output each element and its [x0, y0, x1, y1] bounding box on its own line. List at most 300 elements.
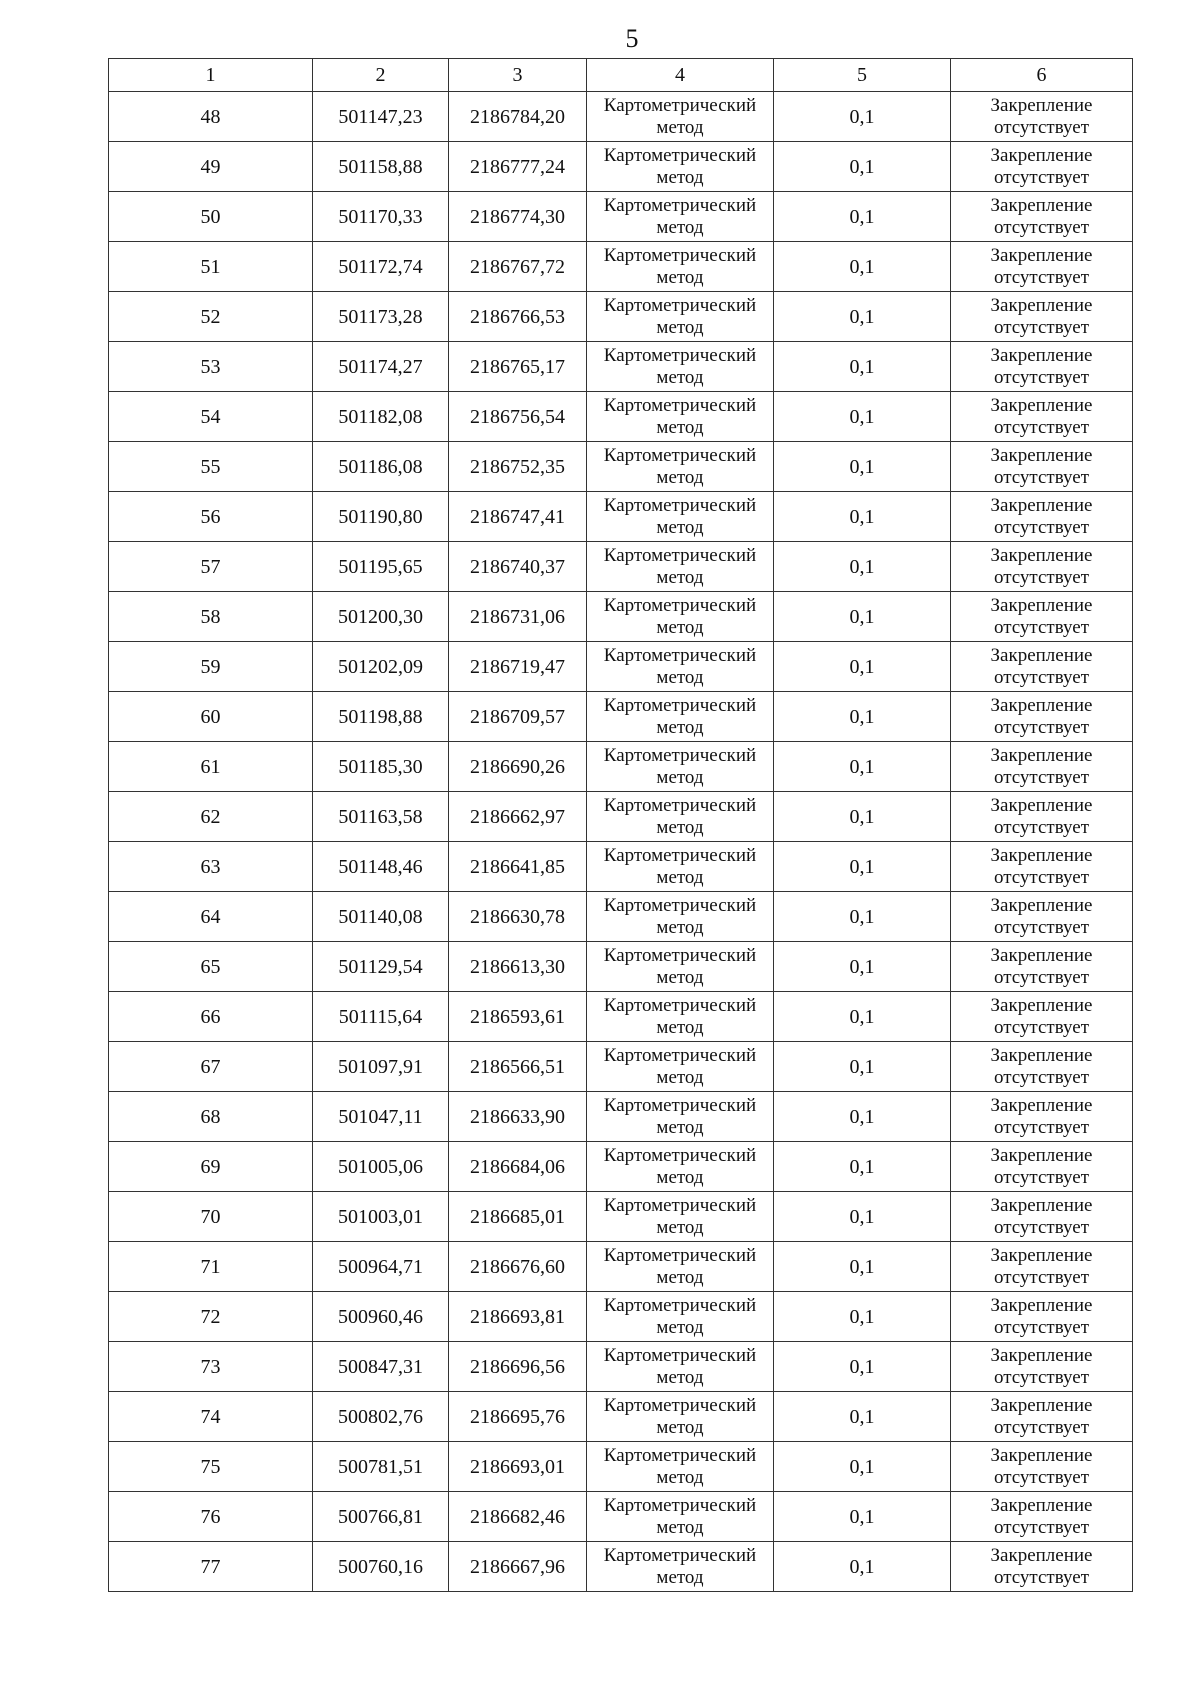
method-line-1: Картометрический: [603, 694, 757, 716]
method-line-2: метод: [656, 966, 704, 988]
method-line-1: Картометрический: [603, 1194, 757, 1216]
method-line-1: Картометрический: [603, 644, 757, 666]
method-line-2: метод: [656, 1216, 704, 1238]
method-line-2: метод: [656, 1066, 704, 1088]
method-cell: [587, 692, 774, 742]
fixing-line-2: отсутствует: [993, 866, 1090, 888]
fixing-line-2: отсутствует: [993, 1216, 1090, 1238]
fixing-line-2: отсутствует: [993, 666, 1090, 688]
x-coordinate-cell: 501097,91: [313, 1042, 449, 1092]
method-cell: [587, 642, 774, 692]
x-coordinate-cell: 500960,46: [313, 1292, 449, 1342]
x-coordinate-cell: 500964,71: [313, 1242, 449, 1292]
y-coordinate-cell: 2186731,06: [449, 592, 587, 642]
fixing-cell: [951, 92, 1133, 142]
y-coordinate-cell: 2186767,72: [449, 242, 587, 292]
table-row: [109, 1192, 1133, 1242]
method-line-2: метод: [656, 1566, 704, 1588]
x-coordinate-cell: 501198,88: [313, 692, 449, 742]
fixing-line-2: отсутствует: [993, 566, 1090, 588]
table-row: [109, 392, 1133, 442]
fixing-line-2: отсутствует: [993, 1316, 1090, 1338]
x-coordinate-cell: 501182,08: [313, 392, 449, 442]
fixing-cell: [951, 442, 1133, 492]
method-cell: [587, 292, 774, 342]
method-cell: [587, 792, 774, 842]
fixing-line-2: отсутствует: [993, 516, 1090, 538]
table-row: [109, 1542, 1133, 1592]
y-coordinate-cell: 2186685,01: [449, 1192, 587, 1242]
method-cell: [587, 842, 774, 892]
method-line-2: метод: [656, 516, 704, 538]
table-row: [109, 692, 1133, 742]
fixing-line-2: отсутствует: [993, 1116, 1090, 1138]
fixing-cell: [951, 992, 1133, 1042]
fixing-line-1: Закрепление: [990, 94, 1093, 116]
header-col-1: 1: [109, 59, 313, 92]
fixing-line-1: Закрепление: [990, 1344, 1093, 1366]
table-row: [109, 542, 1133, 592]
table-row: [109, 242, 1133, 292]
point-number-cell: 55: [109, 442, 313, 492]
fixing-cell: [951, 742, 1133, 792]
method-cell: [587, 1242, 774, 1292]
point-number-cell: 59: [109, 642, 313, 692]
fixing-cell: [951, 242, 1133, 292]
fixing-cell: [951, 192, 1133, 242]
fixing-cell: [951, 1342, 1133, 1392]
method-line-1: Картометрический: [603, 844, 757, 866]
fixing-cell: [951, 842, 1133, 892]
point-number-cell: 52: [109, 292, 313, 342]
method-cell: [587, 342, 774, 392]
y-coordinate-cell: 2186696,56: [449, 1342, 587, 1392]
fixing-line-1: Закрепление: [990, 294, 1093, 316]
table-row: [109, 1342, 1133, 1392]
method-line-1: Картометрический: [603, 394, 757, 416]
fixing-line-2: отсутствует: [993, 466, 1090, 488]
point-number-cell: 50: [109, 192, 313, 242]
y-coordinate-cell: 2186633,90: [449, 1092, 587, 1142]
fixing-line-1: Закрепление: [990, 394, 1093, 416]
fixing-line-2: отсутствует: [993, 1266, 1090, 1288]
method-cell: [587, 1142, 774, 1192]
method-line-1: Картометрический: [603, 944, 757, 966]
fixing-cell: [951, 592, 1133, 642]
fixing-cell: [951, 492, 1133, 542]
x-coordinate-cell: 501174,27: [313, 342, 449, 392]
method-cell: [587, 92, 774, 142]
method-line-2: метод: [656, 666, 704, 688]
fixing-line-2: отсутствует: [993, 1566, 1090, 1588]
y-coordinate-cell: 2186676,60: [449, 1242, 587, 1292]
fixing-cell: [951, 892, 1133, 942]
fixing-line-1: Закрепление: [990, 244, 1093, 266]
method-line-1: Картометрический: [603, 1494, 757, 1516]
method-cell: [587, 1192, 774, 1242]
table-row: [109, 742, 1133, 792]
table-header: [109, 59, 1133, 92]
method-line-1: Картометрический: [603, 344, 757, 366]
y-coordinate-cell: 2186719,47: [449, 642, 587, 692]
fixing-cell: [951, 542, 1133, 592]
accuracy-cell: 0,1: [774, 242, 951, 292]
accuracy-cell: 0,1: [774, 1392, 951, 1442]
fixing-line-1: Закрепление: [990, 1244, 1093, 1266]
fixing-cell: [951, 792, 1133, 842]
method-cell: [587, 892, 774, 942]
accuracy-cell: 0,1: [774, 192, 951, 242]
y-coordinate-cell: 2186752,35: [449, 442, 587, 492]
fixing-cell: [951, 692, 1133, 742]
accuracy-cell: 0,1: [774, 792, 951, 842]
x-coordinate-cell: 501173,28: [313, 292, 449, 342]
accuracy-cell: 0,1: [774, 642, 951, 692]
y-coordinate-cell: 2186684,06: [449, 1142, 587, 1192]
x-coordinate-cell: 501047,11: [313, 1092, 449, 1142]
accuracy-cell: 0,1: [774, 442, 951, 492]
table-body: [109, 92, 1133, 1592]
x-coordinate-cell: 501190,80: [313, 492, 449, 542]
accuracy-cell: 0,1: [774, 1192, 951, 1242]
method-cell: [587, 1092, 774, 1142]
fixing-cell: [951, 1192, 1133, 1242]
method-line-2: метод: [656, 616, 704, 638]
fixing-line-1: Закрепление: [990, 994, 1093, 1016]
fixing-line-1: Закрепление: [990, 444, 1093, 466]
method-line-1: Картометрический: [603, 1544, 757, 1566]
fixing-line-1: Закрепление: [990, 944, 1093, 966]
fixing-line-1: Закрепление: [990, 144, 1093, 166]
fixing-cell: [951, 1092, 1133, 1142]
method-line-1: Картометрический: [603, 1344, 757, 1366]
point-number-cell: 51: [109, 242, 313, 292]
method-line-1: Картометрический: [603, 544, 757, 566]
accuracy-cell: 0,1: [774, 1442, 951, 1492]
table-row: [109, 1142, 1133, 1192]
accuracy-cell: 0,1: [774, 1542, 951, 1592]
fixing-line-1: Закрепление: [990, 894, 1093, 916]
fixing-line-2: отсутствует: [993, 916, 1090, 938]
point-number-cell: 68: [109, 1092, 313, 1142]
point-number-cell: 57: [109, 542, 313, 592]
method-line-2: метод: [656, 116, 704, 138]
method-line-2: метод: [656, 266, 704, 288]
accuracy-cell: 0,1: [774, 942, 951, 992]
fixing-line-2: отсутствует: [993, 766, 1090, 788]
fixing-line-2: отсутствует: [993, 1366, 1090, 1388]
y-coordinate-cell: 2186630,78: [449, 892, 587, 942]
method-line-2: метод: [656, 316, 704, 338]
method-cell: [587, 1292, 774, 1342]
fixing-line-2: отсутствует: [993, 1016, 1090, 1038]
method-line-2: метод: [656, 1466, 704, 1488]
x-coordinate-cell: 501202,09: [313, 642, 449, 692]
y-coordinate-cell: 2186693,01: [449, 1442, 587, 1492]
method-line-1: Картометрический: [603, 744, 757, 766]
fixing-line-2: отсутствует: [993, 1166, 1090, 1188]
fixing-line-2: отсутствует: [993, 816, 1090, 838]
point-number-cell: 70: [109, 1192, 313, 1242]
coordinates-table: [108, 58, 1133, 1592]
fixing-cell: [951, 292, 1133, 342]
method-cell: [587, 192, 774, 242]
y-coordinate-cell: 2186593,61: [449, 992, 587, 1042]
fixing-line-2: отсутствует: [993, 966, 1090, 988]
method-cell: [587, 592, 774, 642]
table-row: [109, 942, 1133, 992]
method-line-2: метод: [656, 1266, 704, 1288]
fixing-cell: [951, 1042, 1133, 1092]
method-line-1: Картометрический: [603, 1394, 757, 1416]
table-row: [109, 142, 1133, 192]
fixing-line-1: Закрепление: [990, 1294, 1093, 1316]
x-coordinate-cell: 501129,54: [313, 942, 449, 992]
table-row: [109, 842, 1133, 892]
method-line-2: метод: [656, 866, 704, 888]
point-number-cell: 75: [109, 1442, 313, 1492]
x-coordinate-cell: 500760,16: [313, 1542, 449, 1592]
fixing-cell: [951, 1542, 1133, 1592]
method-line-1: Картометрический: [603, 494, 757, 516]
x-coordinate-cell: 501170,33: [313, 192, 449, 242]
method-cell: [587, 942, 774, 992]
method-line-2: метод: [656, 1016, 704, 1038]
fixing-line-1: Закрепление: [990, 1494, 1093, 1516]
fixing-line-1: Закрепление: [990, 594, 1093, 616]
fixing-line-2: отсутствует: [993, 266, 1090, 288]
method-line-2: метод: [656, 816, 704, 838]
point-number-cell: 62: [109, 792, 313, 842]
accuracy-cell: 0,1: [774, 92, 951, 142]
y-coordinate-cell: 2186766,53: [449, 292, 587, 342]
method-cell: [587, 1492, 774, 1542]
fixing-cell: [951, 1492, 1133, 1542]
accuracy-cell: 0,1: [774, 892, 951, 942]
method-line-2: метод: [656, 416, 704, 438]
point-number-cell: 65: [109, 942, 313, 992]
header-col-2: 2: [313, 59, 449, 92]
point-number-cell: 72: [109, 1292, 313, 1342]
y-coordinate-cell: 2186667,96: [449, 1542, 587, 1592]
point-number-cell: 60: [109, 692, 313, 742]
y-coordinate-cell: 2186613,30: [449, 942, 587, 992]
y-coordinate-cell: 2186709,57: [449, 692, 587, 742]
method-line-2: метод: [656, 1166, 704, 1188]
method-line-1: Картометрический: [603, 1094, 757, 1116]
y-coordinate-cell: 2186695,76: [449, 1392, 587, 1442]
header-col-4: 4: [587, 59, 774, 92]
fixing-line-1: Закрепление: [990, 1194, 1093, 1216]
fixing-line-1: Закрепление: [990, 1144, 1093, 1166]
method-cell: [587, 1542, 774, 1592]
method-line-2: метод: [656, 916, 704, 938]
method-cell: [587, 992, 774, 1042]
point-number-cell: 74: [109, 1392, 313, 1442]
table-row: [109, 1242, 1133, 1292]
header-row: [109, 59, 1133, 92]
table-row: [109, 292, 1133, 342]
y-coordinate-cell: 2186690,26: [449, 742, 587, 792]
method-line-2: метод: [656, 1516, 704, 1538]
method-line-1: Картометрический: [603, 1144, 757, 1166]
table-row: [109, 342, 1133, 392]
fixing-line-1: Закрепление: [990, 694, 1093, 716]
fixing-line-2: отсутствует: [993, 1466, 1090, 1488]
fixing-cell: [951, 1242, 1133, 1292]
fixing-line-1: Закрепление: [990, 544, 1093, 566]
point-number-cell: 48: [109, 92, 313, 142]
fixing-line-2: отсутствует: [993, 1416, 1090, 1438]
method-line-2: метод: [656, 1316, 704, 1338]
header-col-6: 6: [951, 59, 1133, 92]
fixing-cell: [951, 1292, 1133, 1342]
accuracy-cell: 0,1: [774, 592, 951, 642]
accuracy-cell: 0,1: [774, 292, 951, 342]
fixing-cell: [951, 142, 1133, 192]
method-line-2: метод: [656, 1116, 704, 1138]
x-coordinate-cell: 501115,64: [313, 992, 449, 1042]
table-row: [109, 642, 1133, 692]
x-coordinate-cell: 501003,01: [313, 1192, 449, 1242]
table-row: [109, 492, 1133, 542]
y-coordinate-cell: 2186777,24: [449, 142, 587, 192]
x-coordinate-cell: 501185,30: [313, 742, 449, 792]
fixing-line-1: Закрепление: [990, 1094, 1093, 1116]
table-row: [109, 1092, 1133, 1142]
table-row: [109, 1042, 1133, 1092]
method-cell: [587, 742, 774, 792]
accuracy-cell: 0,1: [774, 392, 951, 442]
method-line-2: метод: [656, 766, 704, 788]
y-coordinate-cell: 2186566,51: [449, 1042, 587, 1092]
x-coordinate-cell: 501186,08: [313, 442, 449, 492]
x-coordinate-cell: 501005,06: [313, 1142, 449, 1192]
fixing-line-1: Закрепление: [990, 744, 1093, 766]
method-cell: [587, 492, 774, 542]
method-line-1: Картометрический: [603, 794, 757, 816]
point-number-cell: 53: [109, 342, 313, 392]
method-cell: [587, 1442, 774, 1492]
fixing-line-2: отсутствует: [993, 316, 1090, 338]
y-coordinate-cell: 2186747,41: [449, 492, 587, 542]
point-number-cell: 56: [109, 492, 313, 542]
method-line-2: метод: [656, 166, 704, 188]
fixing-line-2: отсутствует: [993, 716, 1090, 738]
method-line-1: Картометрический: [603, 1294, 757, 1316]
fixing-line-1: Закрепление: [990, 794, 1093, 816]
point-number-cell: 58: [109, 592, 313, 642]
point-number-cell: 54: [109, 392, 313, 442]
fixing-cell: [951, 642, 1133, 692]
method-cell: [587, 242, 774, 292]
point-number-cell: 63: [109, 842, 313, 892]
fixing-line-2: отсутствует: [993, 116, 1090, 138]
method-line-1: Картометрический: [603, 1044, 757, 1066]
fixing-line-1: Закрепление: [990, 494, 1093, 516]
method-cell: [587, 542, 774, 592]
table-row: [109, 1392, 1133, 1442]
x-coordinate-cell: 501200,30: [313, 592, 449, 642]
method-line-1: Картометрический: [603, 244, 757, 266]
table-row: [109, 1442, 1133, 1492]
point-number-cell: 77: [109, 1542, 313, 1592]
x-coordinate-cell: 501195,65: [313, 542, 449, 592]
y-coordinate-cell: 2186756,54: [449, 392, 587, 442]
header-col-5: 5: [774, 59, 951, 92]
point-number-cell: 67: [109, 1042, 313, 1092]
point-number-cell: 49: [109, 142, 313, 192]
table-row: [109, 1292, 1133, 1342]
fixing-line-2: отсутствует: [993, 366, 1090, 388]
method-line-1: Картометрический: [603, 294, 757, 316]
method-cell: [587, 392, 774, 442]
fixing-line-1: Закрепление: [990, 1044, 1093, 1066]
fixing-line-2: отсутствует: [993, 216, 1090, 238]
accuracy-cell: 0,1: [774, 142, 951, 192]
accuracy-cell: 0,1: [774, 492, 951, 542]
accuracy-cell: 0,1: [774, 1142, 951, 1192]
x-coordinate-cell: 501140,08: [313, 892, 449, 942]
method-cell: [587, 1342, 774, 1392]
fixing-line-1: Закрепление: [990, 644, 1093, 666]
point-number-cell: 76: [109, 1492, 313, 1542]
table-row: [109, 442, 1133, 492]
accuracy-cell: 0,1: [774, 542, 951, 592]
y-coordinate-cell: 2186784,20: [449, 92, 587, 142]
fixing-line-1: Закрепление: [990, 1444, 1093, 1466]
table-row: [109, 992, 1133, 1042]
method-line-1: Картометрический: [603, 194, 757, 216]
method-line-2: метод: [656, 1416, 704, 1438]
method-line-1: Картометрический: [603, 894, 757, 916]
method-line-1: Картометрический: [603, 1244, 757, 1266]
method-line-2: метод: [656, 1366, 704, 1388]
x-coordinate-cell: 501148,46: [313, 842, 449, 892]
x-coordinate-cell: 500802,76: [313, 1392, 449, 1442]
method-line-2: метод: [656, 566, 704, 588]
fixing-line-1: Закрепление: [990, 1394, 1093, 1416]
x-coordinate-cell: 501158,88: [313, 142, 449, 192]
fixing-cell: [951, 1392, 1133, 1442]
fixing-cell: [951, 1142, 1133, 1192]
method-cell: [587, 1042, 774, 1092]
fixing-cell: [951, 342, 1133, 392]
x-coordinate-cell: 500766,81: [313, 1492, 449, 1542]
point-number-cell: 69: [109, 1142, 313, 1192]
fixing-line-2: отсутствует: [993, 166, 1090, 188]
fixing-line-1: Закрепление: [990, 194, 1093, 216]
method-line-2: метод: [656, 466, 704, 488]
point-number-cell: 66: [109, 992, 313, 1042]
accuracy-cell: 0,1: [774, 1492, 951, 1542]
y-coordinate-cell: 2186774,30: [449, 192, 587, 242]
x-coordinate-cell: 501172,74: [313, 242, 449, 292]
y-coordinate-cell: 2186682,46: [449, 1492, 587, 1542]
page-number: 5: [625, 24, 639, 53]
point-number-cell: 61: [109, 742, 313, 792]
fixing-line-2: отсутствует: [993, 1516, 1090, 1538]
accuracy-cell: 0,1: [774, 342, 951, 392]
method-line-1: Картометрический: [603, 1444, 757, 1466]
method-line-1: Картометрический: [603, 144, 757, 166]
method-line-1: Картометрический: [603, 444, 757, 466]
y-coordinate-cell: 2186740,37: [449, 542, 587, 592]
header-col-3: 3: [449, 59, 587, 92]
x-coordinate-cell: 501163,58: [313, 792, 449, 842]
method-line-1: Картометрический: [603, 594, 757, 616]
table-row: [109, 192, 1133, 242]
